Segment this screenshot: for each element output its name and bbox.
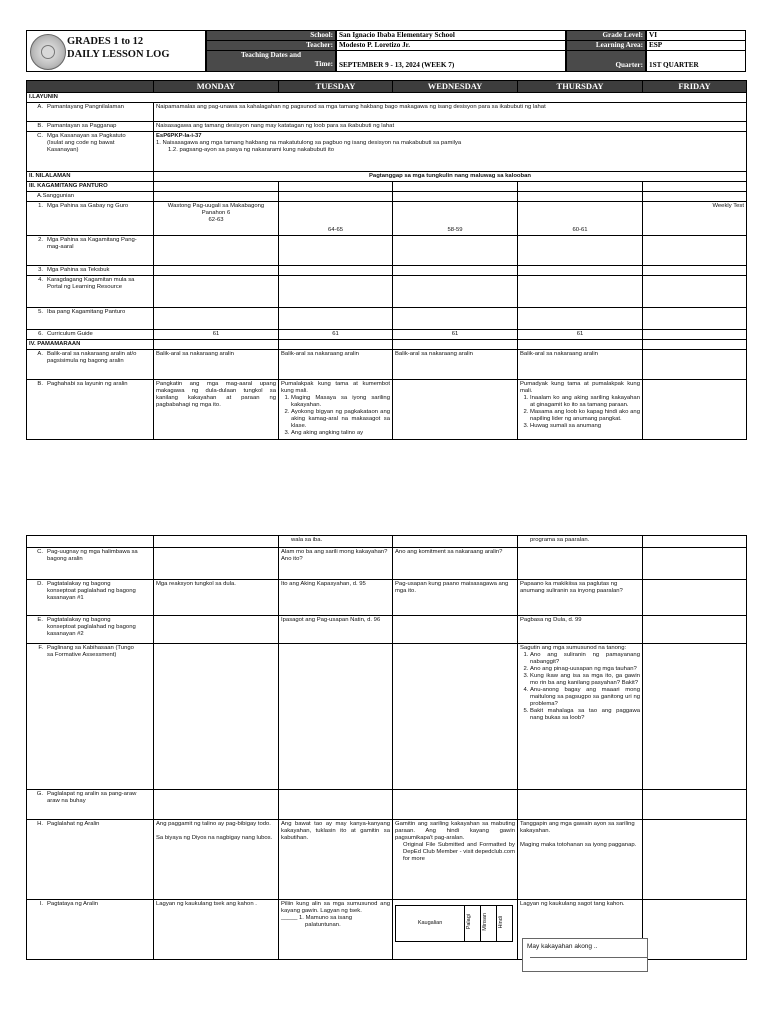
kaugalian-header-row [396, 906, 513, 942]
row-pag-uugnay [27, 548, 747, 580]
empty-cell [154, 276, 279, 308]
gabay-thursday: 60-61 [518, 202, 643, 236]
paragraph: Maging maka totohanan sa iyong pagganap. [520, 842, 637, 848]
empty-cell [393, 790, 518, 820]
reference-pages: 62-63 [208, 217, 224, 223]
empty-cell [154, 308, 279, 330]
balik-aral-wednesday: Balik-aral sa nakaraang aralin [393, 350, 518, 380]
list-item: 2. Masama ang loob ko kapag hindi ako ang napiling lider ng anumang pangkat. [530, 409, 640, 423]
question-item: 5. Bakit mahalaga sa tao ang paggawa nang bukas sa loob? [530, 708, 640, 722]
empty-cell [393, 236, 518, 266]
row-sanggunian [27, 192, 747, 202]
empty-cell [393, 308, 518, 330]
empty-cell [643, 350, 747, 380]
section-nilalaman [27, 172, 747, 182]
dates-label-line-2: Time: [314, 60, 333, 68]
pagtatalakay2-tuesday: Ipasagot ang Pag-usapan Natin, d. 96 [279, 616, 393, 644]
empty-cell [643, 340, 747, 350]
empty-cell [393, 276, 518, 308]
empty-cell [518, 182, 643, 192]
grade-level-label: Grade Level: [566, 30, 646, 41]
row-text: Paglalapat ng aralin sa pang-araw araw na buhay [47, 791, 137, 804]
row-paglalahat [27, 820, 747, 900]
empty-cell [279, 308, 393, 330]
paragraph: Tanggapin ang mga gawain ayon sa sariling kakayahan. [520, 821, 635, 834]
row-label [27, 308, 154, 330]
list-item: 3. Ang aking angking talino ay [291, 430, 390, 437]
row-label [27, 900, 154, 960]
empty-cell [643, 380, 747, 440]
empty-cell [643, 192, 747, 202]
competency-code: EsP6PKP-Ia-i-37 [156, 133, 202, 139]
paglalahat-thursday [518, 820, 643, 900]
empty-cell [393, 266, 518, 276]
cg-monday: 61 [154, 330, 279, 340]
balik-aral-monday: Balik-aral sa nakaraang aralin [154, 350, 279, 380]
row-kagamitang-pang-mag-aaral [27, 236, 747, 266]
question-item: 2. Ano ang pinag-uusapan ng mga tauhan? [530, 666, 640, 673]
paghahabi-thursday [518, 380, 643, 440]
quarter-label: Quarter: [566, 50, 646, 72]
row-label [27, 350, 154, 380]
empty-cell [518, 790, 643, 820]
row-gabay-ng-guro [27, 202, 747, 236]
empty-cell [393, 380, 518, 440]
kaugalian-table [395, 905, 513, 942]
row-pamantayan-sa-pagganap [27, 122, 747, 132]
row-label [27, 790, 154, 820]
row-text: Pamantayang Pangnilalaman [47, 104, 124, 110]
gabay-tuesday: 64-65 [279, 202, 393, 236]
row-label [27, 330, 154, 340]
empty-cell [643, 266, 747, 276]
row-label [27, 548, 154, 580]
row-text: Paghahabi sa layunin ng aralin [47, 381, 128, 387]
empty-cell [393, 340, 518, 350]
row-label [27, 122, 154, 132]
palagi-text: Palagi [466, 914, 473, 930]
empty-cell [279, 182, 393, 192]
minsan-text: Minsan [482, 913, 489, 931]
empty-cell [154, 340, 279, 350]
section-kagamitan-label: III. KAGAMITANG PANTURO [27, 182, 154, 192]
pag-uugnay-wednesday: Ano ang komitment sa nakaraang aralin? [393, 548, 518, 580]
dates-label [206, 50, 336, 72]
row-text: Pamantayan sa Pagganap [47, 123, 117, 129]
empty-cell [279, 644, 393, 790]
row-letter: G. [36, 791, 43, 797]
question-item: 1. Ano ang suliranin ng pamayanang nabanggit? [530, 652, 640, 666]
pagtatalakay1-tuesday: Ito ang Aking Kapasyahan, d. 95 [279, 580, 393, 616]
empty-cell [643, 308, 747, 330]
empty-cell [154, 236, 279, 266]
gabay-wednesday: 58-59 [393, 202, 518, 236]
empty-cell [518, 236, 643, 266]
cg-tuesday: 61 [279, 330, 393, 340]
row-text: Iba pang Kagamitang Panturo [47, 309, 126, 315]
paragraph: Gamitin ang sariling kakayahan sa mabuting paraan. Ang hindi kayang gawin pagsumikapa't pag-aralan. [395, 821, 515, 841]
grade-level-value: VI [646, 30, 746, 41]
paghahabi-tuesday-cont: wala sa iba. [279, 536, 393, 548]
row-number: 2. [38, 237, 43, 243]
empty-cell [279, 276, 393, 308]
title-line-1: GRADES 1 to 12 [67, 36, 144, 47]
row-text: Mga Pahina sa Teksbuk [47, 267, 110, 273]
learning-area-label: Learning Area: [566, 40, 646, 51]
activity-intro: Pumalakpak kung tama at kumembot kung mali. [281, 381, 390, 394]
pagtatalakay2-thursday: Pagbasa ng Dula, d. 99 [518, 616, 643, 644]
empty-cell [393, 192, 518, 202]
question-item: 3. Kung ikaw ang isa sa mga ito, ga gawin mo rin ba ang kanilang pasyahan? Bakit? [530, 673, 640, 687]
section-pamamaraan-label: IV. PAMAMARAAN [27, 340, 154, 350]
minsan-header [481, 906, 497, 942]
row-text: Paglinang sa Kabihasaan (Tungo sa Formative Assessment) [47, 645, 134, 658]
empty-cell [643, 236, 747, 266]
reference-book: Wastong Pag-uugali sa Makabagong Panahon 6 [167, 203, 265, 216]
row-number: 6. [38, 331, 43, 337]
empty-cell [643, 790, 747, 820]
row-letter: C. [37, 133, 43, 139]
row-number: 3. [38, 267, 43, 273]
pag-uugnay-tuesday: Alam mo ba ang sarili mong kakayahan? Ano ito? [279, 548, 393, 580]
row-text: Pagtatalakay ng bagong konseptoat paglalahad ng bagong kasanayan #2 [47, 617, 136, 637]
pagtatalakay1-monday: Mga reaksyon tungkol sa dula. [154, 580, 279, 616]
empty-cell [643, 330, 747, 340]
page-1 [0, 0, 768, 470]
school-label: School: [206, 30, 336, 41]
row-letter: B. [37, 123, 43, 129]
empty-cell [279, 266, 393, 276]
row-text: Mga Pahina sa Kagamitang Pang-mag-aaral [47, 237, 137, 250]
row-value: Naipamamalas ang pag-unawa sa kahalagahan ng pagsunod sa mga tamang hakbang bago makagawa ng isang desisyon para sa ikabubuti ng lahat [154, 103, 747, 122]
empty-cell [393, 182, 518, 192]
empty-cell [518, 548, 643, 580]
empty-cell [643, 182, 747, 192]
section-pamamaraan [27, 340, 747, 350]
empty-cell [643, 644, 747, 790]
row-number: 4. [38, 277, 43, 283]
row-teksbuk [27, 266, 747, 276]
row-karagdagang-kagamitan [27, 276, 747, 308]
empty-cell [643, 820, 747, 900]
row-label [27, 103, 154, 122]
answer-prompt: May kakayahan akong .. [527, 943, 598, 950]
paglalahat-monday [154, 820, 279, 900]
row-value [154, 132, 747, 172]
empty-cell [154, 182, 279, 192]
teacher-label: Teacher: [206, 40, 336, 51]
empty-cell [279, 790, 393, 820]
empty-cell [518, 266, 643, 276]
row-paghahabi-continued [27, 536, 747, 548]
cg-wednesday: 61 [393, 330, 518, 340]
gabay-friday: Weekly Test [643, 202, 747, 236]
empty-cell [154, 616, 279, 644]
row-text: Balik-aral sa nakaraang aralin at/o pagsisimula ng bagong aralin [47, 351, 137, 364]
empty-cell [279, 236, 393, 266]
row-label [27, 202, 154, 236]
document-title [67, 35, 170, 61]
day-header-row [27, 81, 747, 93]
list-item: 2. Ayokong bigyan ng pagkakataon ang aking kamag-aral na makasagot sa klase. [291, 409, 390, 430]
day-tuesday: TUESDAY [279, 81, 393, 93]
row-label [27, 236, 154, 266]
paragraph: Ang paggamit ng talino ay pag-bibigay todo. [156, 821, 271, 827]
section-layunin [27, 93, 747, 103]
row-label [27, 820, 154, 900]
pagtatalakay1-thursday: Papaano ka makikiisa sa paglutas ng anumang suliranin sa inyong paaralan? [518, 580, 643, 616]
quarter-value: 1ST QUARTER [646, 50, 746, 72]
answer-line [530, 957, 648, 958]
empty-cell [643, 276, 747, 308]
dates-label-line-1: Teaching Dates and [240, 51, 302, 59]
row-letter: C. [37, 549, 43, 555]
watermark-note: Original File Submitted and Formatted by DepEd Club Member - visit depedclub.com for more [403, 842, 515, 862]
pagtataya-wednesday [393, 900, 518, 960]
balik-aral-tuesday: Balik-aral sa nakaraang aralin [279, 350, 393, 380]
row-kasanayan [27, 132, 747, 172]
empty-cell [643, 536, 747, 548]
empty-cell [643, 616, 747, 644]
empty-cell [154, 266, 279, 276]
row-label [27, 380, 154, 440]
nilalaman-value: Pagtanggap sa mga tungkulin nang maluwag sa kalooban [154, 172, 747, 182]
header-title-box [26, 30, 206, 72]
row-pagtatalakay-2 [27, 616, 747, 644]
row-label [27, 644, 154, 790]
row-pamantayang-pangnilalaman [27, 103, 747, 122]
row-letter: A. [37, 104, 43, 110]
log-header [26, 30, 746, 72]
checklist-item-cont: palatuntunan. [305, 922, 341, 928]
row-pagtatalakay-1 [27, 580, 747, 616]
pagtatalakay1-wednesday: Pag-usapan kung paano maisasagawa ang mga ito. [393, 580, 518, 616]
row-number: 5. [38, 309, 43, 315]
corner-cell [27, 81, 154, 93]
paglinang-thursday [518, 644, 643, 790]
row-label [27, 616, 154, 644]
empty-cell [279, 340, 393, 350]
empty-cell [27, 536, 154, 548]
palagi-header [465, 906, 481, 942]
row-curriculum-guide [27, 330, 747, 340]
row-letter: A. [37, 351, 43, 357]
empty-cell [643, 900, 747, 960]
row-paglinang [27, 644, 747, 790]
day-friday: FRIDAY [643, 81, 747, 93]
paglalahat-tuesday: Ang bawat tao ay may kanya-kanyang kakayahan, tuklasin ito at gamitin sa kabutihan. [279, 820, 393, 900]
competency-item-2: 1.2. pagsang-ayon sa pasya ng nakararami kung nakabubuti ito [168, 147, 335, 153]
row-text: Pagtataya ng Aralin [47, 901, 99, 907]
question-item: 4. Anu-anong bagay ang maaari mong maitulong sa pagsugpo sa ganitong uri ng problema? [530, 687, 640, 708]
list-item: 1. Maging Masaya sa iyong sariling kakayahan. [291, 395, 390, 409]
answer-text-box[interactable] [522, 938, 648, 972]
row-letter: E. [37, 617, 43, 623]
empty-cell [643, 548, 747, 580]
row-text: Mga Kasanayan sa Pagkatuto (Isulat ang code ng bawat Kasanayan) [47, 133, 126, 153]
row-text: Pag-uugnay ng mga halimbawa sa bagong aralin [47, 549, 138, 562]
instruction: Piliin kung alin sa mga sumusunod ang kayang gawin. Lagyan ng tsek. [281, 901, 390, 914]
section-layunin-label: I.LAYUNIN [27, 93, 747, 103]
row-text: Pagtatalakay ng bagong konseptoat paglalahad ng bagong kasanayan #1 [47, 581, 136, 601]
row-paghahabi [27, 380, 747, 440]
paghahabi-thursday-cont: programa sa paaralan. [518, 536, 643, 548]
sanggunian-label: A.Sanggunian [27, 192, 154, 202]
school-value: San Ignacio Ibaba Elementary School [336, 30, 566, 41]
list-item: 1. Inaalam ko ang aking sariling kakayahan at ginagamit ko ito sa tamang paraan. [530, 395, 640, 409]
row-text: Karagdagang Kagamitan mula sa Portal ng Learning Resource [47, 277, 135, 290]
empty-cell [393, 616, 518, 644]
hindi-text: Hindi [498, 915, 505, 929]
kaugalian-header: Kaugalian [396, 906, 465, 942]
list-item: 3. Huwag sumali sa anumang [530, 423, 640, 430]
learning-area-value: ESP [646, 40, 746, 51]
paragraph: Sa biyaya ng Diyos na nagbigay nang lubos. [156, 835, 273, 841]
paghahabi-tuesday [279, 380, 393, 440]
checklist-item: _____ 1. Mamuno sa isang [281, 915, 353, 921]
lesson-log-table-page-1 [26, 80, 747, 440]
empty-cell [154, 536, 279, 548]
section-kagamitan [27, 182, 747, 192]
row-label [27, 580, 154, 616]
row-text: Mga Pahina sa Gabay ng Guro [47, 203, 129, 209]
row-text: Paglalahat ng Aralin [47, 821, 100, 827]
header-info-grid [206, 30, 746, 72]
pagtataya-thursday: Lagyan ng kaukulang sagot tang kahon. [518, 900, 643, 960]
row-letter: F. [38, 645, 43, 651]
row-label [27, 132, 154, 172]
empty-cell [518, 276, 643, 308]
empty-cell [518, 340, 643, 350]
row-letter: D. [37, 581, 43, 587]
row-balik-aral [27, 350, 747, 380]
dates-value: SEPTEMBER 9 - 13, 2024 (WEEK 7) [336, 50, 566, 72]
pagtataya-monday: Lagyan ng kaukulang tsek ang kahon . [154, 900, 279, 960]
row-label [27, 276, 154, 308]
question-intro: Sagutin ang mga sumusunod na tanong: [520, 645, 627, 651]
empty-cell [279, 192, 393, 202]
gabay-monday [154, 202, 279, 236]
activity-intro: Pumadyak kung tama at pumalakpak kung mali. [520, 381, 640, 394]
row-number: 1. [38, 203, 43, 209]
pagtataya-tuesday [279, 900, 393, 960]
paghahabi-monday: Pangkatin ang mga mag-aaral upang makagawa ng dula-dulaan tungkol sa kanilang kakayahan at paraan ng pagbabahagi ng mga ito. [154, 380, 279, 440]
empty-cell [518, 308, 643, 330]
empty-cell [154, 790, 279, 820]
row-letter: B. [37, 381, 43, 387]
section-nilalaman-label: II. NILALAMAN [27, 172, 154, 182]
row-letter: I. [39, 901, 43, 907]
deped-seal-icon [30, 34, 66, 70]
paglalahat-wednesday [393, 820, 518, 900]
empty-cell [643, 580, 747, 616]
row-iba-pang-kagamitan [27, 308, 747, 330]
empty-cell [393, 644, 518, 790]
row-paglalapat [27, 790, 747, 820]
empty-cell [518, 192, 643, 202]
row-label [27, 266, 154, 276]
balik-aral-thursday: Balik-aral sa nakaraang aralin [518, 350, 643, 380]
page-2 [0, 525, 768, 985]
hindi-header [497, 906, 513, 942]
row-value: Naisasagawa ang tamang desisyon nang may katatagan ng loob para sa ikabubuti ng lahat [154, 122, 747, 132]
empty-cell [154, 192, 279, 202]
empty-cell [393, 536, 518, 548]
row-letter: H. [37, 821, 43, 827]
day-thursday: THURSDAY [518, 81, 643, 93]
day-wednesday: WEDNESDAY [393, 81, 518, 93]
empty-cell [154, 644, 279, 790]
row-text: Curriculum Guide [47, 331, 93, 337]
lesson-log-table-page-2 [26, 535, 747, 960]
day-monday: MONDAY [154, 81, 279, 93]
cg-thursday: 61 [518, 330, 643, 340]
title-line-2: DAILY LESSON LOG [67, 49, 170, 60]
teacher-value: Modesto P. Loretizo Jr. [336, 40, 566, 51]
competency-item-1: 1. Naisasagawa ang mga tamang hakbang na makatutulong sa pagbuo ng isang desisyon na makabubuti sa pamilya [156, 140, 462, 146]
empty-cell [154, 548, 279, 580]
